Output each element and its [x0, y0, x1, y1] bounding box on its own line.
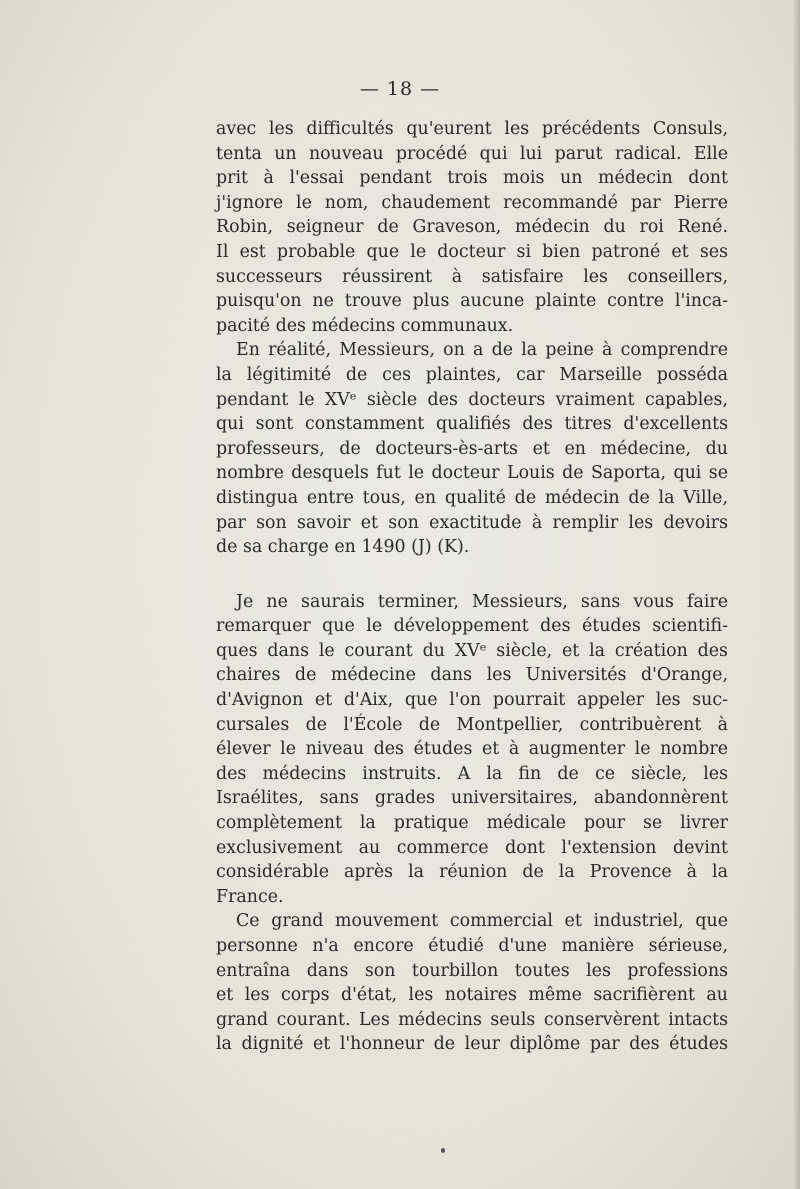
- text-line: puisqu'on ne trouve plus aucune plainte contre l'inca-: [216, 291, 728, 312]
- text-line: avec les difficultés qu'eurent les précédents Consuls,: [216, 119, 728, 139]
- text-line: considérable après la réunion de la Provence à la: [216, 862, 728, 883]
- paragraph-3: [216, 590, 728, 910]
- paragraph-4: [216, 909, 728, 1057]
- text-line: la légitimité de ces plaintes, car Marseille posséda: [216, 364, 728, 385]
- ink-speck: [441, 1148, 445, 1153]
- text-line: successeurs réussirent à satisfaire les conseillers,: [216, 266, 728, 287]
- text-line: En réalité, Messieurs, on a de la peine à comprendre: [236, 340, 728, 361]
- text-line: chaires de médecine dans les Universités d'Orange,: [216, 665, 728, 686]
- text-line: distingua entre tous, en qualité de médecin de la Ville,: [216, 487, 728, 508]
- paragraph-2: [216, 338, 728, 559]
- text-line: j'ignore le nom, chaudement recommandé par Pierre: [216, 192, 728, 213]
- text-line: la dignité et l'honneur de leur diplôme par des études: [216, 1034, 728, 1055]
- text-line: ques dans le courant du XVᵉ siècle, et la création des: [216, 640, 728, 661]
- text-line: personne n'a encore étudié d'une manière sérieuse,: [216, 936, 728, 956]
- text-line: Il est probable que le docteur si bien patroné et ses: [216, 241, 728, 262]
- text-line: cursales de l'École de Montpellier, contribuèrent à: [216, 714, 728, 735]
- text-line: entraîna dans son tourbillon toutes les professions: [216, 960, 728, 981]
- text-line: nombre desquels fut le docteur Louis de Saporta, qui se: [216, 463, 728, 484]
- text-line: pacité des médecins communaux.: [216, 315, 514, 336]
- text-line: Robin, seigneur de Graveson, médecin du roi René.: [216, 217, 728, 238]
- page-number: — 18 —: [359, 78, 441, 100]
- body-text: [216, 117, 728, 1057]
- text-line: Ce grand mouvement commercial et industriel, que: [236, 911, 728, 932]
- text-line: grand courant. Les médecins seuls conservèrent intacts: [216, 1009, 728, 1030]
- text-line: et les corps d'état, les notaires même sacrifièrent au: [216, 985, 728, 1006]
- text-line: France.: [216, 886, 284, 907]
- text-line: exclusivement au commerce dont l'extension devint: [216, 837, 728, 858]
- text-line: par son savoir et son exactitude à remplir les devoirs: [216, 512, 728, 533]
- text-line: Je ne saurais terminer, Messieurs, sans vous faire: [236, 591, 728, 612]
- text-line: des médecins instruits. A la fin de ce siècle, les: [216, 763, 728, 784]
- text-line: tenta un nouveau procédé qui lui parut radical. Elle: [216, 143, 728, 164]
- text-line: complètement la pratique médicale pour se livrer: [216, 813, 728, 834]
- text-line: Israélites, sans grades universitaires, abandonnèrent: [216, 788, 728, 809]
- text-line: professeurs, de docteurs-ès-arts et en médecine, du: [216, 438, 728, 459]
- paragraph-1: [216, 117, 728, 338]
- page-edge: [794, 0, 800, 1189]
- text-line: d'Avignon et d'Aix, que l'on pourrait appeler les suc-: [216, 690, 728, 711]
- paragraph-gap: [216, 560, 728, 590]
- text-line: remarquer que le développement des études scientifi-: [216, 616, 728, 637]
- text-line: pendant le XVᵉ siècle des docteurs vraiment capables,: [216, 389, 728, 410]
- text-line: élever le niveau des études et à augmenter le nombre: [216, 739, 728, 760]
- text-line: qui sont constamment qualifiés des titres d'excellents: [216, 414, 728, 435]
- text-line: prit à l'essai pendant trois mois un médecin dont: [216, 168, 728, 189]
- text-line: de sa charge en 1490 (J) (K).: [216, 537, 470, 558]
